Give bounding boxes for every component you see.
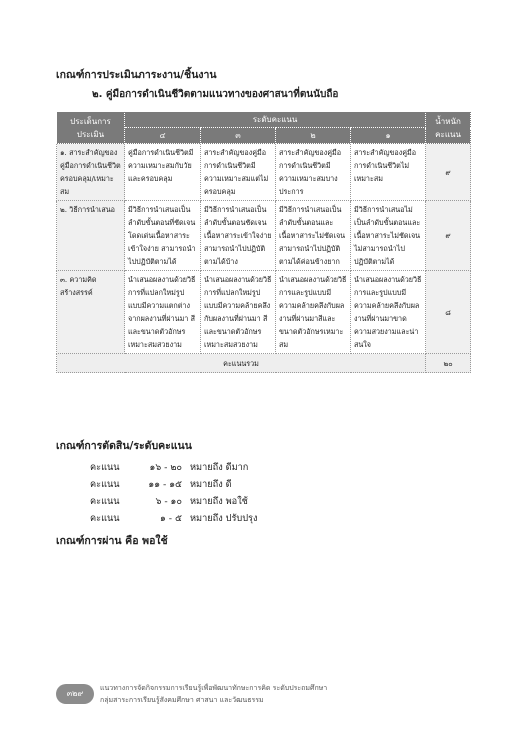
level-1: ๑ [351, 128, 426, 144]
score-meaning: หมายถึง พอใช้ [190, 496, 248, 507]
score-range: ๑๑ - ๑๕ [148, 479, 182, 490]
table-row [57, 271, 471, 354]
score-range-row [90, 477, 232, 492]
level-cell: มีวิธีการนำเสนอไม่เป็นลำดับขั้นตอนและเนื้อหาสาระไม่ชัดเจน ไม่สามารถนำไปปฏิบัติตามได้ [351, 201, 426, 271]
rubric-table [56, 111, 471, 373]
table-header-row [57, 112, 471, 128]
level-2: ๒ [276, 128, 351, 144]
level-cell: คู่มือการดำเนินชีวิตมีความเหมาะสมกับวัยและครอบคลุม [125, 144, 201, 201]
criteria-cell: ๓. ความคิดสร้างสรรค์ [57, 271, 125, 354]
score-meaning: หมายถึง ดีมาก [190, 462, 249, 473]
score-range-row [90, 460, 248, 475]
level-cell: นำเสนอผลงานด้วยวิธีการที่แปลกใหม่รูปแบบมีความคล้ายคลึงกับผลงานที่ผ่านมา สีและขนาดตัวอักษรเหมาะสมสวยงาม [201, 271, 276, 354]
section-title-assessment: เกณฑ์การประเมินภาระงาน/ชิ้นงาน [56, 69, 217, 81]
header-weight: น้ำหนักคะแนน [426, 112, 471, 144]
score-range-row [90, 511, 257, 526]
score-range-row [90, 494, 248, 509]
score-range: ๖ - ๑๐ [155, 496, 182, 507]
page-number-badge: ๓๒๙ [56, 684, 94, 704]
criteria-cell: ๑. สาระสำคัญของคู่มือการดำเนินชีวิตครอบคลุม/เหมาะสม [57, 144, 125, 201]
level-cell: สาระสำคัญของคู่มือการดำเนินชีวิตมีความเหมาะสมบางประการ [276, 144, 351, 201]
level-cell: มีวิธีการนำเสนอเป็นลำดับขั้นตอนและเนื้อหาสาระไม่ชัดเจน สามารถนำไปปฏิบัติตามได้ค่อนข้างยาก [276, 201, 351, 271]
header-criteria: ประเด็นการประเมิน [57, 112, 125, 144]
level-cell: มีวิธีการนำเสนอเป็นลำดับขั้นตอนชัดเจนเนื้อหาสาระเข้าใจง่าย สามารถนำไปปฏิบัติตามได้บ้าง [201, 201, 276, 271]
level-cell: สาระสำคัญของคู่มือการดำเนินชีวิตมีความเหมาะสมแต่ไม่ครอบคลุม [201, 144, 276, 201]
table-row [57, 201, 471, 271]
total-value: ๒๐ [426, 354, 471, 373]
level-cell: มีวิธีการนำเสนอเป็นลำดับขั้นตอนที่ชัดเจน โดดเด่นเนื้อหาสาระเข้าใจง่าย สามารถนำไปปฏิบัติตามได้ [125, 201, 201, 271]
section-title-pass: เกณฑ์การผ่าน คือ พอใช้ [56, 535, 168, 547]
score-range: ๑ - ๕ [160, 513, 182, 524]
table-row [57, 144, 471, 201]
weight-cell: ๙ [426, 201, 471, 271]
score-meaning: หมายถึง ปรับปรุง [190, 513, 258, 524]
score-label: คะแนน [90, 462, 120, 473]
level-cell: นำเสนอผลงานด้วยวิธีการและรูปแบบมีความคล้ายคลึงกับผลงานที่ผ่านมาสีและขนาดตัวอักษรเหมาะสม [276, 271, 351, 354]
score-range: ๑๖ - ๒๐ [149, 462, 182, 473]
score-label: คะแนน [90, 496, 120, 507]
footer-book-title: แนวทางการจัดกิจกรรมการเรียนรู้เพื่อพัฒนาทักษะการคิด ระดับประถมศึกษา [100, 684, 328, 692]
criteria-cell: ๒. วิธีการนำเสนอ [57, 201, 125, 271]
total-row [57, 354, 471, 373]
weight-cell: ๘ [426, 271, 471, 354]
header-levels: ระดับคะแนน [125, 112, 426, 128]
total-label: คะแนนรวม [57, 354, 426, 373]
level-cell: สาระสำคัญของคู่มือการดำเนินชีวิตไม่เหมาะสม [351, 144, 426, 201]
section-title-judgement: เกณฑ์การตัดสิน/ระดับคะแนน [56, 440, 192, 452]
weight-cell: ๙ [426, 144, 471, 201]
level-4: ๔ [125, 128, 201, 144]
subtitle-task: ๒. คู่มือการดำเนินชีวิตตามแนวทางของศาสนาที่ตนนับถือ [92, 89, 339, 100]
level-cell: นำเสนอผลงานด้วยวิธีการและรูปแบบมีความคล้ายคลึงกับผลงานที่ผ่านมาขาดความสวยงามและน่าสนใจ [351, 271, 426, 354]
level-cell: นำเสนอผลงานด้วยวิธีการที่แปลกใหม่รูปแบบมีความแตกต่างจากผลงานที่ผ่านมา สีและขนาดตัวอักษรเหมาะสมสวยงาม [125, 271, 201, 354]
score-label: คะแนน [90, 479, 120, 490]
level-3: ๓ [201, 128, 276, 144]
score-label: คะแนน [90, 513, 120, 524]
footer-subject: กลุ่มสาระการเรียนรู้สังคมศึกษา ศาสนา และวัฒนธรรม [100, 696, 264, 704]
score-meaning: หมายถึง ดี [190, 479, 232, 490]
